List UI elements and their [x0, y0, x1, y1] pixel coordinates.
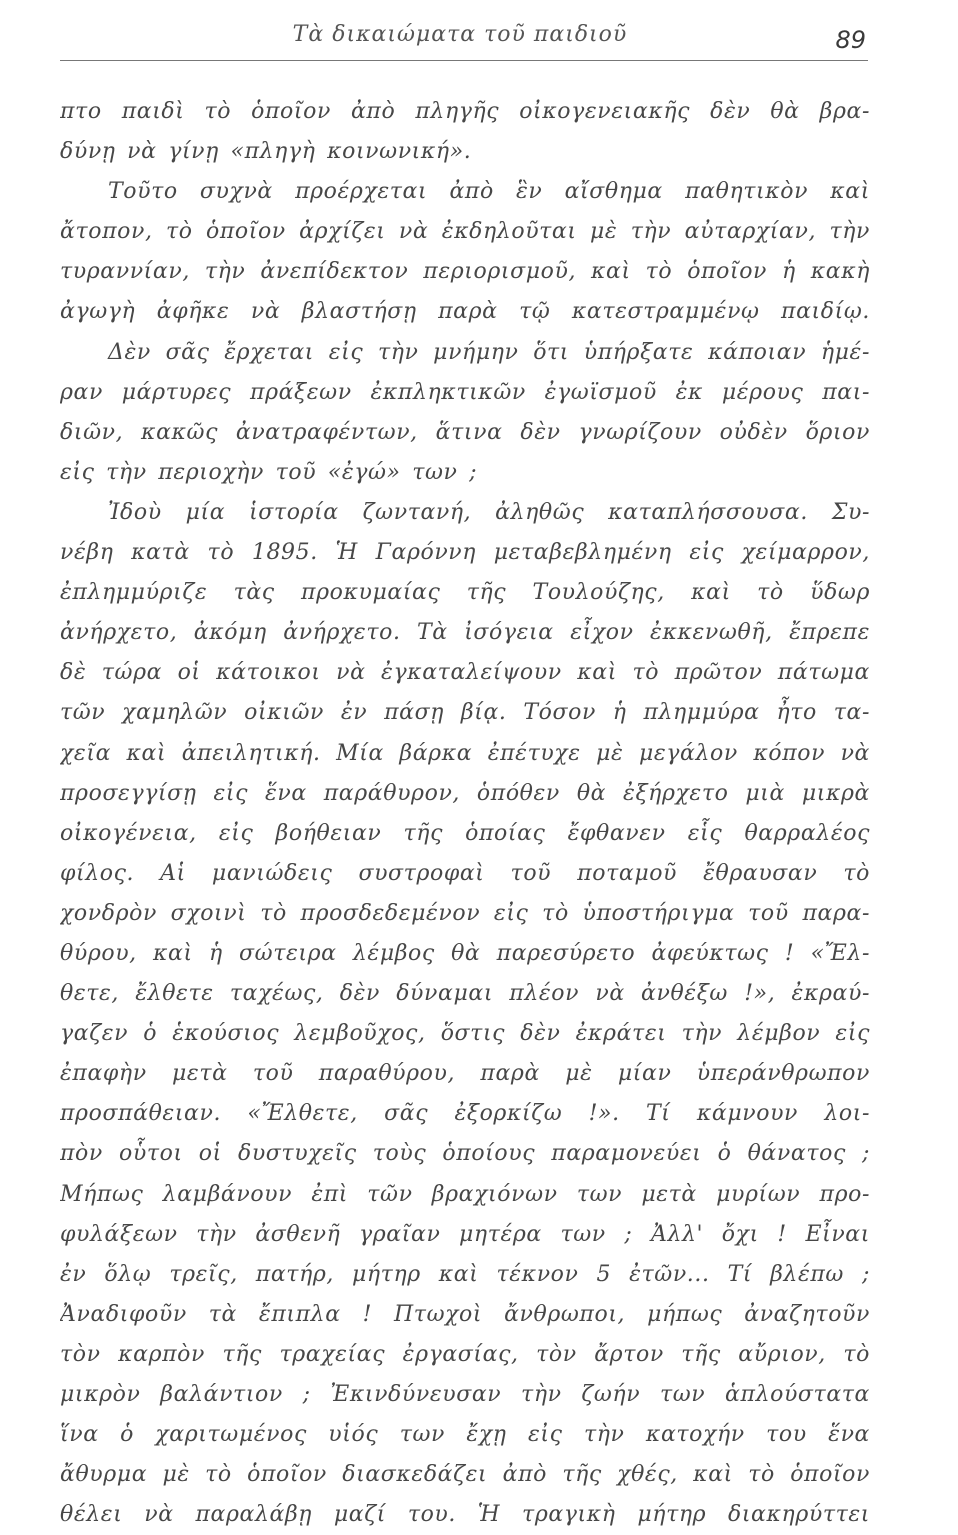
text-line: Ἰδοὺ μία ἱστορία ζωντανή, ἀληθῶς καταπλήσσουσα. Συ- — [108, 499, 870, 525]
text-line: δὲ τώρα οἱ κάτοικοι νὰ ἐγκαταλείψουν καὶ τὸ πρῶτον πάτωμα — [60, 660, 870, 686]
text-line: εἰς τὴν περιοχὴν τοῦ «ἐγώ» των ; — [60, 459, 478, 485]
text-line: Ἀναδιφοῦν τὰ ἔπιπλα ! Πτωχοὶ ἄνθρωποι, μήπως ἀναζητοῦν — [60, 1301, 870, 1327]
text-line: ἐπλημμύριζε τὰς προκυμαίας τῆς Τουλούζης, καὶ τὸ ὕδωρ — [60, 580, 870, 606]
text-line: τυραννίαν, τὴν ἀνεπίδεκτον περιορισμοῦ, καὶ τὸ ὁποῖον ἡ κακὴ — [60, 259, 870, 285]
page-header — [60, 16, 866, 56]
text-line: ἐν ὅλῳ τρεῖς, πατήρ, μήτηρ καὶ τέκνον 5 ἐτῶν... Τί βλέπω ; — [60, 1261, 870, 1287]
text-line: γαζεν ὁ ἑκούσιος λεμβοῦχος, ὅστις δὲν ἐκράτει τὴν λέμβον εἰς — [60, 1021, 870, 1047]
text-line: πτο παιδὶ τὸ ὁποῖον ἀπὸ πληγῆς οἰκογενειακῆς δὲν θὰ βρα- — [60, 99, 870, 124]
text-line: ραν μάρτυρες πράξεων ἐκπληκτικῶν ἐγωϊσμοῦ ἐκ μέρους παι- — [60, 379, 870, 405]
text-line: Τοῦτο συχνὰ προέρχεται ἀπὸ ἓν αἴσθημα παθητικὸν καὶ — [108, 179, 870, 205]
text-line: διῶν, κακῶς ἀνατραφέντων, ἅτινα δὲν γνωρίζουν οὐδὲν ὅριον — [60, 419, 870, 445]
text-line: Μήπως λαμβάνουν ἐπὶ τῶν βραχιόνων των μετὰ μυρίων προ- — [60, 1181, 870, 1207]
text-line: οἰκογένεια, εἰς βοήθειαν τῆς ὁποίας ἔφθανεν εἷς θαρραλέος — [60, 820, 870, 846]
text-line: προσεγγίσῃ εἰς ἕνα παράθυρον, ὁπόθεν θὰ ἐξήρχετο μιὰ μικρὰ — [60, 780, 870, 806]
text-line: Δὲν σᾶς ἔρχεται εἰς τὴν μνήμην ὅτι ὑπήρξατε κάποιαν ἡμέ- — [108, 339, 870, 365]
text-line: θετε, ἔλθετε ταχέως, δὲν δύναμαι πλέον νὰ ἀνθέξω !», ἐκραύ- — [60, 981, 870, 1007]
text-line: ἐπαφὴν μετὰ τοῦ παραθύρου, παρὰ μὲ μίαν ὑπεράνθρωπον — [60, 1061, 870, 1087]
text-line: θύρου, καὶ ἡ σώτειρα λέμβος θὰ παρεσύρετο ἀφεύκτως ! «Ἔλ- — [60, 940, 870, 966]
text-line: ἄθυρμα μὲ τὸ ὁποῖον διασκεδάζει ἀπὸ τῆς χθές, καὶ τὸ ὁποῖον — [60, 1462, 870, 1488]
body-text — [60, 92, 870, 1535]
text-line: ἀνήρχετο, ἀκόμη ἀνήρχετο. Τὰ ἰσόγεια εἶχον ἐκκενωθῆ, ἔπρεπε — [60, 620, 870, 646]
text-line: φυλάξεων τὴν ἀσθενῆ γραῖαν μητέρα των ; Ἀλλ' ὄχι ! Εἶναι — [60, 1221, 870, 1247]
text-line: πὸν οὗτοι οἱ δυστυχεῖς τοὺς ὁποίους παραμονεύει ὁ θάνατος ; — [60, 1141, 870, 1167]
text-line: τῶν χαμηλῶν οἰκιῶν ἐν πάσῃ βίᾳ. Τόσον ἡ πλημμύρα ἦτο τα- — [60, 700, 870, 726]
text-line: θέλει νὰ παραλάβῃ μαζί του. Ἡ τραγικὴ μήτηρ διακηρύττει — [60, 1502, 870, 1528]
text-line: ἄτοπον, τὸ ὁποῖον ἀρχίζει νὰ ἐκδηλοῦται μὲ τὴν αὐταρχίαν, τὴν — [60, 219, 870, 245]
running-title: Τὰ δικαιώματα τοῦ παιδιοῦ — [292, 22, 628, 47]
text-line: δύνῃ νὰ γίνῃ «πληγὴ κοινωνική». — [60, 139, 472, 165]
text-line: προσπάθειαν. «Ἔλθετε, σᾶς ἐξορκίζω !». Τί κάμνουν λοι- — [60, 1101, 870, 1127]
text-line: ἵνα ὁ χαριτωμένος υἱός των ἔχῃ εἰς τὴν κατοχήν του ἕνα — [60, 1422, 870, 1448]
text-line: φίλος. Αἱ μανιώδεις συστροφαὶ τοῦ ποταμοῦ ἔθραυσαν τὸ — [60, 860, 870, 886]
page-number: 89 — [835, 26, 866, 54]
text-line: ἀγωγὴ ἀφῆκε νὰ βλαστήσῃ παρὰ τῷ κατεστραμμένῳ παιδίῳ. — [60, 299, 870, 325]
text-line: τὸν καρπὸν τῆς τραχείας ἐργασίας, τὸν ἄρτον τῆς αὔριον, τὸ — [60, 1341, 870, 1367]
text-line: μικρὸν βαλάντιον ; Ἐκινδύνευσαν τὴν ζωήν των ἁπλούστατα — [60, 1382, 870, 1407]
text-line: χεῖα καὶ ἀπειλητική. Μία βάρκα ἐπέτυχε μὲ μεγάλον κόπον νὰ — [60, 740, 870, 766]
text-line: χονδρὸν σχοινὶ τὸ προσδεδεμένον εἰς τὸ ὑποστήριγμα τοῦ παρα- — [60, 900, 870, 926]
header-rule — [60, 60, 868, 61]
text-line: νέβη κατὰ τὸ 1895. Ἡ Γαρόννη μεταβεβλημένη εἰς χείμαρρον, — [60, 540, 870, 566]
